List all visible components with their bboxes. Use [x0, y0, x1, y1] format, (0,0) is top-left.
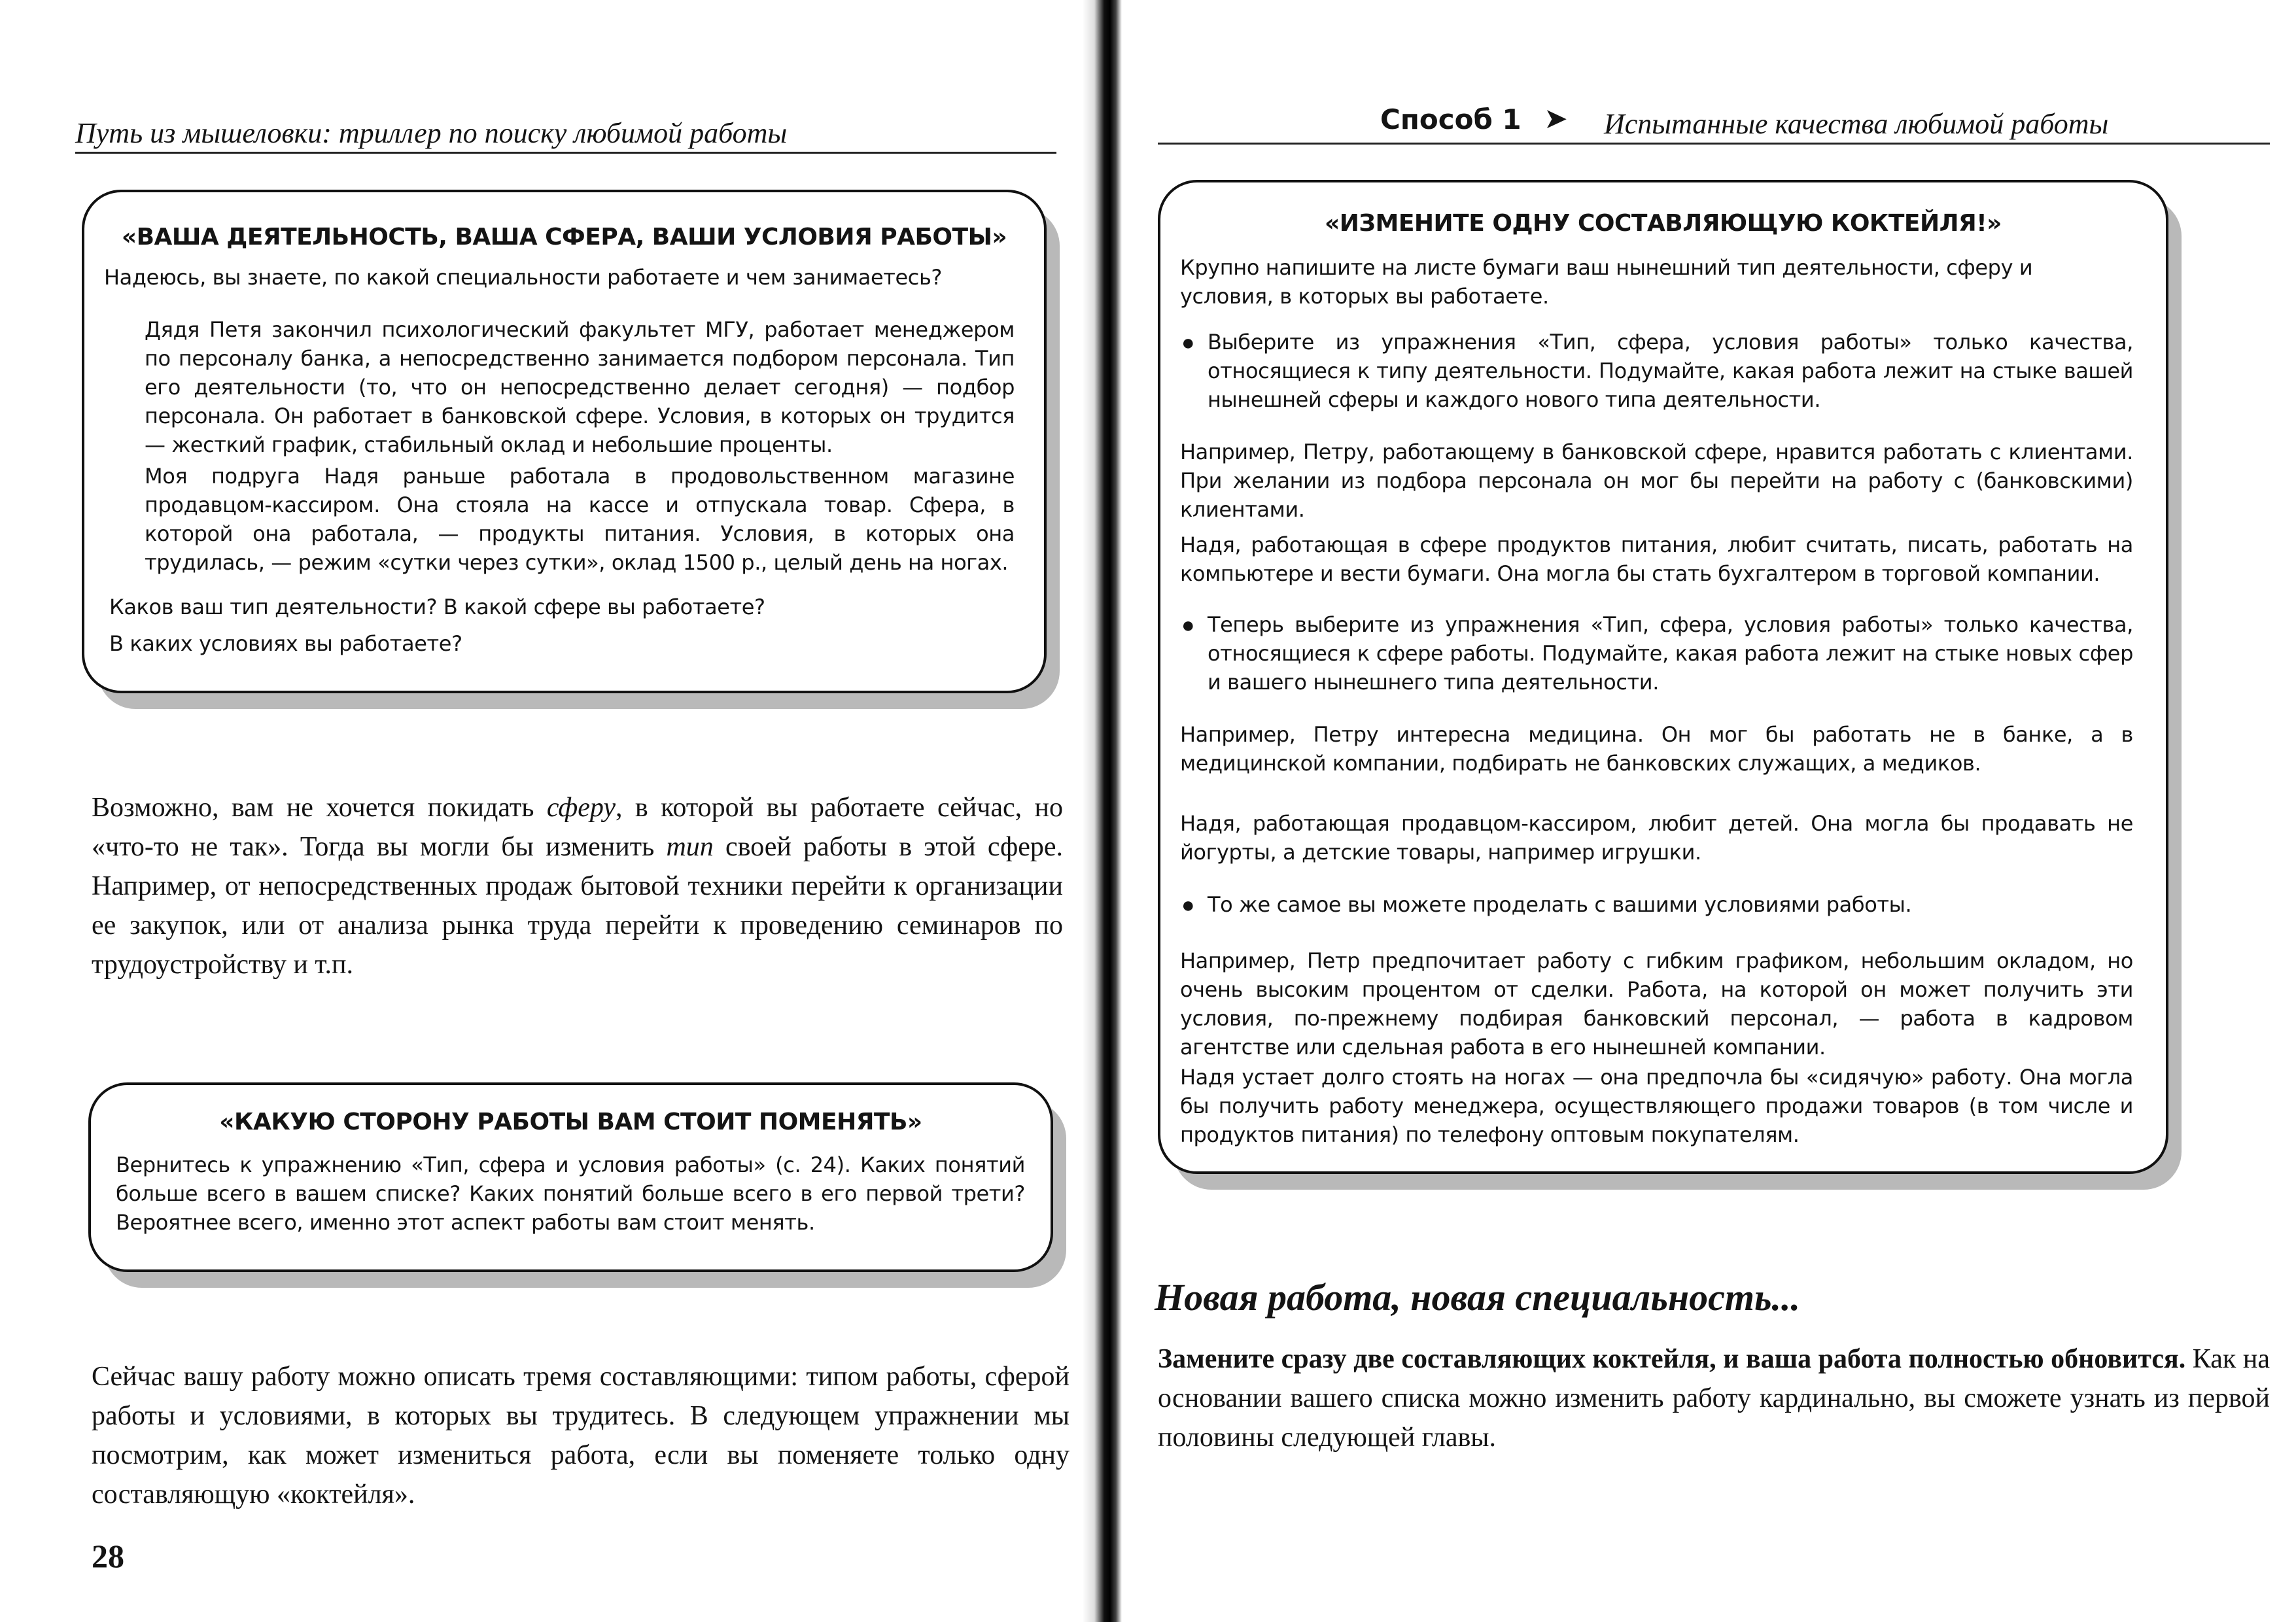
bullet-sphere: Теперь выберите из упражнения «Тип, сфера, условия работы» только качества, относящиеся к сфере работы. Подумайте, какая работа лежит на стыке новых сфер и вашего нынешнего типа деятельности.: [1208, 612, 2133, 695]
header-chapter-title: Испытанные качества любимой работы: [1604, 108, 2109, 140]
paragraph-change-type: [92, 788, 1063, 984]
example-petr-clients: Например, Петру, работающему в банковской сфере, нравится работать с клиентами. При желании из подбора персонала он мог бы перейти на работу с (банковскими) клиентами.: [1180, 440, 2133, 522]
paragraph-replace-two-rest: Как на основании вашего списка можно изменить работу кардинально, вы сможете узнать из первой половины следующей главы.: [1158, 1344, 2270, 1453]
example-petr-schedule: Например, Петр предпочитает работу с гибким графиком, небольшим окладом, но очень высоким процентом от сделки. Работа, на которой он может получить эти условия, по-прежнему подбирая банковский персонал, — работа в кадровом агентстве или сдельная работа в его нынешней компании.: [1180, 948, 2133, 1060]
section-heading-new-job: Новая работа, новая специальность...: [1155, 1276, 1800, 1319]
header-arrow-icon: ➤: [1544, 103, 1568, 135]
example-nadya-accountant: Надя, работающая в сфере продуктов питания, любит считать, писать, работать на компьютере и вести бумаги. Она могла бы стать бухгалтером в торговой компании.: [1180, 532, 2133, 586]
question-conditions: В каких условиях вы работаете?: [109, 631, 462, 656]
paragraph-emphasis-sphere: сферу: [546, 793, 616, 823]
example-nadya-toys: Надя, работающая продавцом-кассиром, любит детей. Она могла бы продавать не йогурты, а детские товары, например игрушки.: [1180, 811, 2133, 865]
exercise-intro: Надеюсь, вы знаете, по какой специальности работаете и чем занимаетесь?: [104, 265, 943, 290]
left-header-rule: [75, 152, 1056, 154]
left-page: [0, 0, 1086, 1622]
paragraph-three-components: [92, 1357, 1070, 1514]
bullet-type: Выберите из упражнения «Тип, сфера, условия работы» только качества, относящиеся к типу деятельности. Подумайте, какая работа лежит на стыке вашей нынешней сферы и каждого нового типа деятельности.: [1208, 330, 2133, 412]
exercise-title-activity: «ВАША ДЕЯТЕЛЬНОСТЬ, ВАША СФЕРА, ВАШИ УСЛОВИЯ РАБОТЫ»: [121, 224, 1007, 250]
exercise-which-side-text: Вернитесь к упражнению «Тип, сфера и условия работы» (с. 24). Каких понятий больше всего в вашем списке? Каких понятий больше всего в его первой трети? Вероятнее всего, именно этот аспект работы вам стоит менять.: [116, 1152, 1025, 1235]
example-petya: Дядя Петя закончил психологический факультет МГУ, работает менеджером по персоналу банка, а непосредственно занимается подбором персонала. Тип его деятельности (то, что он непосредственно делает сегодня) — подбор персонала. Он работает в банковской сфере. Условия, в которых он трудится — жесткий график, стабильный оклад и небольшие проценты.: [145, 317, 1015, 457]
bullet-icon: ●: [1181, 893, 1195, 918]
example-nadya-sitting: Надя устает долго стоять на ногах — она предпочла бы «сидячую» работу. Она могла бы получить работу менеджера, осуществляющего продажи товаров (в том числе и продуктов питания) по телефону оптовым покупателям.: [1180, 1065, 2133, 1147]
paragraph-emphasis-type: тип: [666, 832, 714, 862]
left-running-head: Путь из мышеловки: триллер по поиску любимой работы: [75, 117, 788, 149]
header-method: Способ 1: [1380, 103, 1522, 135]
paragraph-text-3: своей работы в этой сфере. Например, от непосредственных продаж бытовой техники перейти к организации ее закупок, или от анализа рынка труда перейти к проведению семинаров по трудоустройству и т.п.: [92, 832, 1063, 980]
example-petr-medicine: Например, Петру интересна медицина. Он мог бы работать не в банке, а в медицинской компании, подбирать не банковских служащих, а медиков.: [1180, 722, 2133, 776]
paragraph-text-1: Возможно, вам не хочется покидать: [92, 793, 547, 823]
right-header-rule: [1158, 143, 2270, 145]
exercise-title-change-one: «ИЗМЕНИТЕ ОДНУ СОСТАВЛЯЮЩУЮ КОКТЕЙЛЯ!»: [1325, 210, 2002, 237]
exercise-box-change-one: [1158, 180, 2168, 1174]
question-type-sphere: Каков ваш тип деятельности? В какой сфере вы работаете?: [109, 595, 765, 619]
paragraph-replace-two-bold: Замените сразу две составляющих коктейля, и ваша работа полностью обновится.: [1158, 1344, 2186, 1374]
page-number: 28: [92, 1538, 124, 1574]
right-page: [1112, 0, 2296, 1622]
bullet-conditions: То же самое вы можете проделать с вашими условиями работы.: [1208, 892, 1912, 917]
bullet-icon: ●: [1181, 613, 1195, 638]
paragraph-text-2: , в которой вы работаете сейчас, но «что-то не так». Тогда вы могли бы изменить: [92, 793, 1063, 862]
exercise-box-which-side: [88, 1082, 1053, 1272]
paragraph-replace-two: [1158, 1339, 2270, 1457]
bullet-icon: ●: [1181, 330, 1195, 355]
exercise-change-one-intro: Крупно напишите на листе бумаги ваш нынешний тип деятельности, сферу и условия, в которых вы работаете.: [1180, 255, 2033, 309]
exercise-box-activity: [82, 190, 1047, 693]
paragraph-three-components-text: Сейчас вашу работу можно описать тремя составляющими: типом работы, сферой работы и условиями, в которых вы трудитесь. В следующем упражнении мы посмотрим, как может измениться работа, если вы поменяете только одну составляющую «коктейля».: [92, 1362, 1070, 1510]
exercise-title-which-side: «КАКУЮ СТОРОНУ РАБОТЫ ВАМ СТОИТ ПОМЕНЯТЬ»: [219, 1109, 922, 1135]
example-nadya: Моя подруга Надя раньше работала в продовольственном магазине продавцом-кассиром. Она стояла на кассе и отпускала товар. Сфера, в которой она работала, — продукты питания. Условия, в которых она трудилась, — режим «сутки через сутки», оклад 1500 р., целый день на ногах.: [145, 464, 1015, 575]
